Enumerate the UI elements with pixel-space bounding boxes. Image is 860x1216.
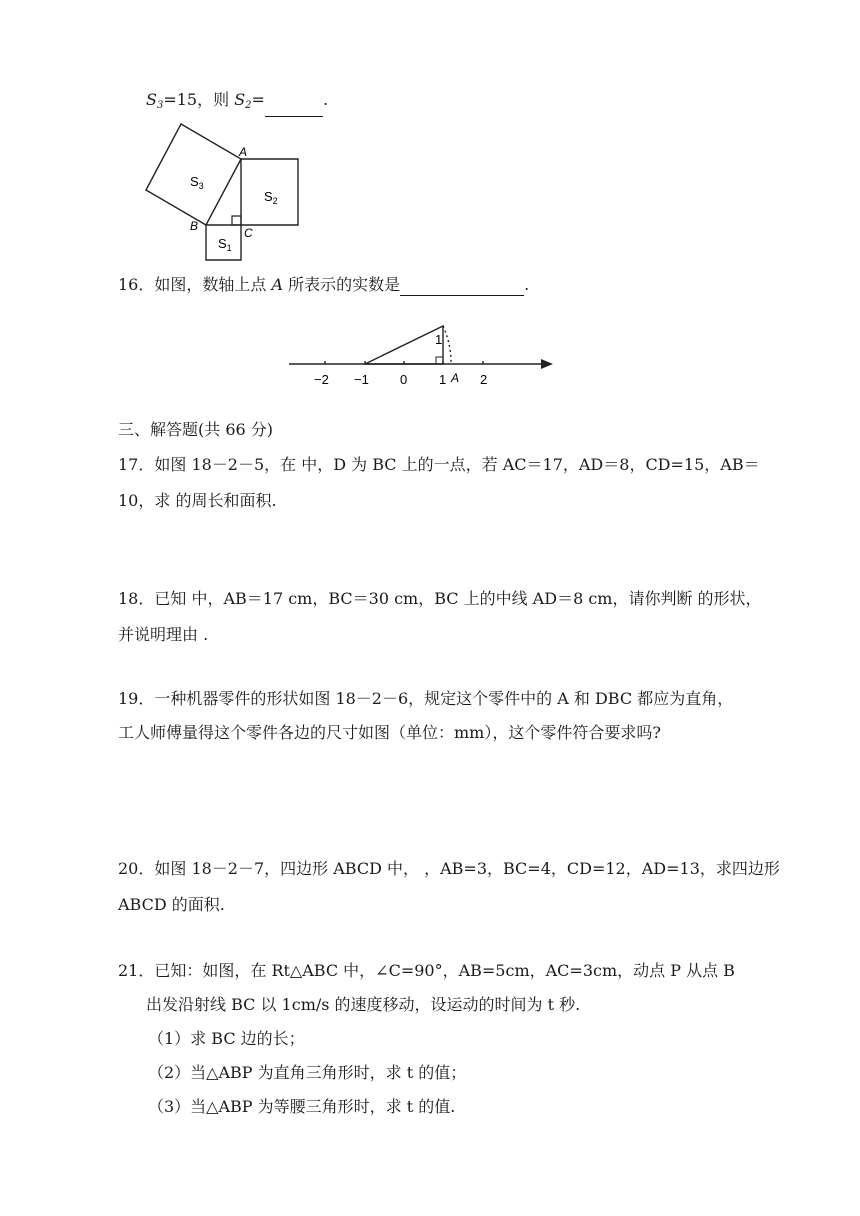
figure-16-number-line [285,318,560,394]
label-c: C [244,226,253,240]
q16-text [118,274,529,296]
q20-line-2: ABCD 的面积. [118,895,225,914]
figure-15-squares [140,118,310,268]
q15-text-2: = [251,90,265,109]
right-angle-mark [232,216,241,225]
q17-line-1: 17．如图 18－2－5，在 中，D 为 BC 上的一点，若 AC＝17，AD＝8，CD=15，AB＝ [118,455,760,474]
q19-line-1: 19．一种机器零件的形状如图 18－2－6，规定这个零件中的 A 和 DBC 都应为直角， [118,689,734,708]
q15-answer-blank[interactable] [265,116,323,117]
point-a-label: A [451,371,460,385]
q16-part-1: 16．如图，数轴上点 [118,275,272,294]
section-3-heading: 三、解答题(共 66 分) [118,420,274,439]
tick-label-1: 1 [439,372,447,387]
dotted-arc [443,326,451,364]
label-s1: $S_1$ [218,236,232,253]
s2-subscript: 2 [245,100,252,111]
q19-line-2: 工人师傅量得这个零件各边的尺寸如图（单位：mm），这个零件符合要求吗? [118,723,661,742]
q21-sub-2: （2）当△ABP 为直角三角形时，求 t 的值； [148,1063,467,1082]
q15-text-1: =15，则 [163,90,235,109]
right-angle-mark-16 [436,357,443,364]
q15-end: . [322,90,329,109]
label-s2: $S_2$ [264,189,278,206]
q16-answer-blank[interactable] [400,295,524,296]
q18-line-2: 并说明理由 . [118,625,209,644]
tick-label-2: 2 [480,372,488,387]
triangle [365,326,443,364]
q16-part-2: 所表示的实数是 [283,275,401,294]
axis-arrow [541,359,553,369]
s3-symbol: S [146,90,157,109]
q16-point-a: A [271,275,284,294]
label-b: B [190,219,199,233]
q17-line-2: 10，求 的周长和面积. [118,491,277,510]
unit-label: 1 [435,332,443,347]
q21-sub-1: （1）求 BC 边的长； [148,1029,305,1048]
tick-label--1: −1 [354,372,369,387]
q21-line-1: 21．已知：如图，在 Rt△ABC 中，∠C=90°，AB=5cm，AC=3cm，动点 P 从点 B [118,961,735,980]
s2-symbol: S [234,90,246,109]
q18-line-1: 18．已知 中，AB＝17 cm，BC＝30 cm，BC 上的中线 AD＝8 cm，请你判断 的形状， [118,589,762,608]
tick-label-0: 0 [400,372,408,387]
q21-line-2: 出发沿射线 BC 以 1cm/s 的速度移动，设运动的时间为 t 秒. [146,995,581,1014]
s3-subscript: 3 [156,100,164,111]
q21-sub-3: （3）当△ABP 为等腰三角形时，求 t 的值. [148,1097,456,1116]
label-a: A [239,145,248,159]
tick-label--2: −2 [314,372,329,387]
q15-answer-line [146,89,328,117]
q20-line-1: 20．如图 18－2－7，四边形 ABCD 中， ，AB=3，BC=4，CD=12，AD=13，求四边形 [118,859,780,878]
q16-end: . [524,275,530,294]
label-s3: $S_3$ [190,174,204,191]
